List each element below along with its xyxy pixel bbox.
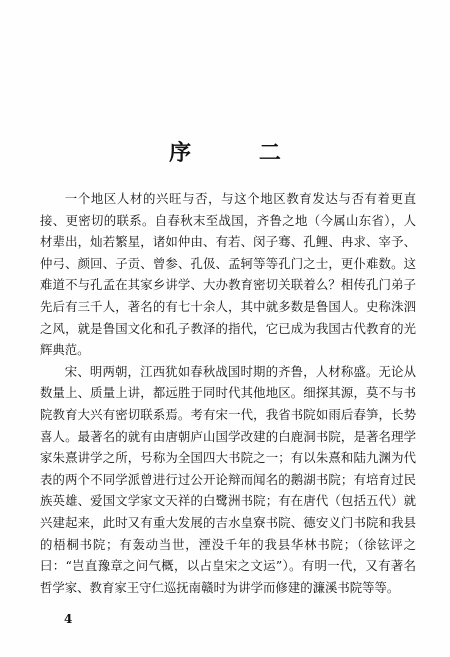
paragraph-1: 一个地区人材的兴旺与否，与这个地区教育发达与否有着更直接、更密切的联系。自春秋末至战国，齐鲁之地（今属山东省），人材辈出，灿若繁星，诸如仲由、有若、闵子骞、孔鲤、冉求、宰予、仲弓、颜回、子贡、曾参、孔伋、孟轲等等孔门之士，更仆难数。这难道不与孔孟在其家乡讲学、大办教育密切关联着么？相传孔门弟子先后有三千人，著名的有七十余人，其中就多数是鲁国人。史称洙泗之风，就是鲁国文化和孔子教泽的指代，它已成为我国古代教育的光辉典范。 [40, 191, 416, 358]
body-text [40, 188, 416, 598]
page-title: 序 二 [169, 140, 311, 166]
paragraph-2: 宋、明两朝，江西犹如春秋战国时期的齐鲁，人材称盛。无论从数量上、质量上讲，都远胜于同时代其他地区。细探其源，莫不与书院教育大兴有密切联系焉。考有宋一代，我省书院如雨后春笋，长势喜人。最著名的就有由唐朝庐山国学改建的白鹿洞书院，是著名理学家朱熹讲学之所，号称为全国四大书院之一；有以朱熹和陆九渊为代表的两个不同学派曾进行过公开论辩而闻名的鹅湖书院；有培育过民族英雄、爱国文学家文天祥的白鹭洲书院；有在唐代（包括五代）就兴建起来，此时又有重大发展的吉水皇寮书院、德安义门书院和我县的梧桐书院；有轰动当世，湮没千年的我县华林书院；（徐铉评之曰：“岂直豫章之问气概，以占皇宋之文运”）。有明一代，又有著名哲学家、教育家王守仁巡抚南赣时为讲学而修建的濂溪书院等等。 [40, 363, 416, 595]
page-number: 4 [64, 612, 73, 626]
